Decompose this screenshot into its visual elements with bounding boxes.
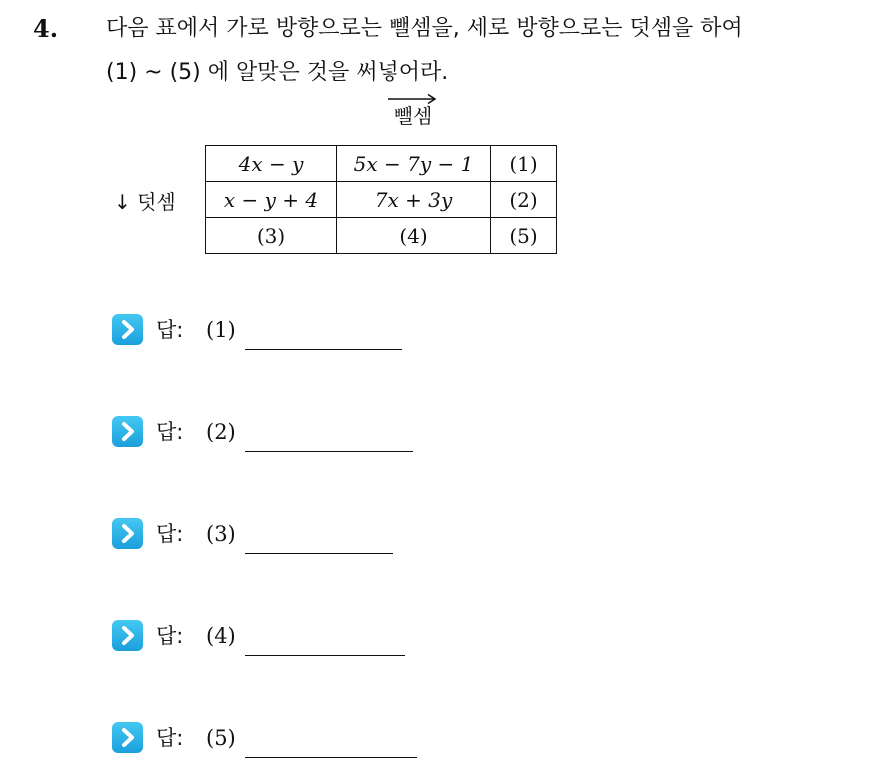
table-cell: (3)	[206, 218, 337, 254]
table-cell: (5)	[491, 218, 557, 254]
chevron-right-icon	[112, 416, 143, 447]
subtraction-label: 뺄셈	[393, 104, 433, 128]
answer-label: 답:	[156, 420, 184, 444]
answer-label: 답:	[156, 318, 184, 342]
table-cell: 4x − y	[206, 146, 337, 182]
problem-number: 4.	[33, 14, 59, 43]
table-row	[206, 146, 557, 182]
calculation-table	[205, 145, 557, 254]
question-text-line-2: (1) ~ (5) 에 알맞은 것을 써넣어라.	[106, 60, 449, 85]
table-cell: (1)	[491, 146, 557, 182]
table-row	[206, 218, 557, 254]
answer-blank[interactable]	[245, 349, 402, 350]
table-cell: (2)	[491, 182, 557, 218]
answer-label: 답:	[156, 522, 184, 546]
answer-number: (2)	[206, 420, 236, 444]
answer-blank[interactable]	[245, 451, 413, 452]
answer-number: (1)	[206, 318, 236, 342]
answer-label: 답:	[156, 624, 184, 648]
chevron-right-icon	[112, 314, 143, 345]
table-row	[206, 182, 557, 218]
table-cell: 7x + 3y	[337, 182, 491, 218]
addition-label: ↓ 덧셈	[114, 190, 176, 214]
question-text-line-1: 다음 표에서 가로 방향으로는 뺄셈을, 세로 방향으로는 덧셈을 하여	[106, 16, 743, 41]
chevron-right-icon	[112, 722, 143, 753]
chevron-right-icon	[112, 518, 143, 549]
chevron-right-icon	[112, 620, 143, 651]
answer-blank[interactable]	[245, 757, 417, 758]
answer-blank[interactable]	[245, 655, 405, 656]
table-cell: x − y + 4	[206, 182, 337, 218]
answer-label: 답:	[156, 726, 184, 750]
answer-number: (3)	[206, 522, 236, 546]
answer-number: (4)	[206, 624, 236, 648]
answer-number: (5)	[206, 726, 236, 750]
answer-blank[interactable]	[245, 553, 393, 554]
table-cell: (4)	[337, 218, 491, 254]
table-cell: 5x − 7y − 1	[337, 146, 491, 182]
